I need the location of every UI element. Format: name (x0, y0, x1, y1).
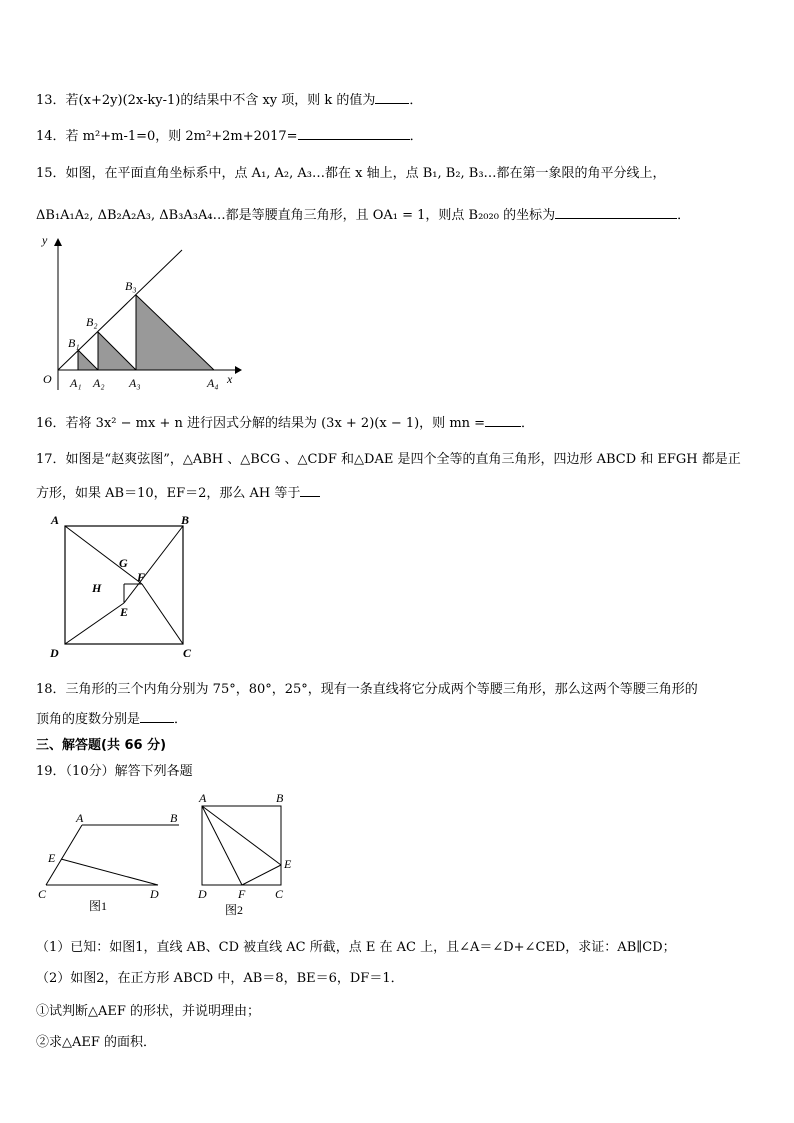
label-e: E (120, 605, 129, 619)
label-f: F (137, 570, 146, 584)
fig2-label-b: B (276, 791, 284, 805)
fig1-label-d: D (150, 887, 159, 901)
q17-number: 17． (36, 452, 66, 467)
line-ae (202, 806, 281, 865)
fig2-label-e: E (284, 857, 292, 871)
q15-text-line1: 如图，在平面直角坐标系中，点 A₁, A₂, A₃…都在 x 轴上，点 B₁, B₂, B₃…都在第一象限的角平分线上， (65, 166, 666, 181)
q18-answer-blank[interactable] (140, 709, 174, 723)
fig1-caption: 图1 (89, 899, 108, 913)
fig-y-label: y (42, 233, 48, 247)
fig-b3-label: B₃ (125, 279, 137, 293)
q13-number: 13． (36, 93, 66, 108)
triangle-3 (136, 295, 214, 370)
q19-number: 19． (36, 764, 66, 779)
fig1-label-c: C (38, 887, 47, 901)
x-axis-arrow-icon (235, 366, 242, 374)
fig-a1-label: A₁ (70, 376, 82, 390)
q15-answer-blank[interactable] (555, 205, 677, 219)
q19-sub-2: ②求△AEF 的面积． (36, 1035, 157, 1050)
line-fe (242, 865, 281, 885)
fig2-label-f: F (238, 887, 246, 901)
q17-zhao-shuang-figure (45, 510, 205, 665)
label-d: D (50, 646, 59, 660)
q16-answer-blank[interactable] (485, 413, 521, 427)
q15-end: ． (677, 208, 691, 223)
q15-number: 15． (36, 166, 66, 181)
q13-text: 若(x+2y)(2x-ky-1)的结果中不含 xy 项，则 k 的值为 (65, 93, 376, 108)
label-g: G (119, 556, 128, 570)
question-17-line2 (36, 482, 320, 501)
q14-answer-blank[interactable] (298, 126, 410, 140)
line-bh (124, 526, 183, 603)
label-h: H (92, 581, 102, 595)
line-ed (61, 859, 158, 885)
q18-end: ． (174, 712, 188, 727)
question-15-line1 (36, 162, 666, 181)
section-3-heading: 三、解答题(共 66 分) (36, 738, 167, 753)
question-18-line2 (36, 708, 187, 727)
q17-text-line2: 方形，如果 AB＝10，EF＝2，那么 AH 等于 (36, 486, 301, 501)
fig-o-label: O (43, 372, 52, 386)
triangle-2 (98, 332, 136, 370)
q14-end: ． (409, 129, 423, 144)
fig-b1-label: B₁ (68, 336, 80, 350)
q13-answer-blank[interactable] (375, 90, 409, 104)
label-a: A (51, 513, 60, 527)
q19-title: （10分）解答下列各题 (65, 764, 193, 779)
triangle-1 (78, 350, 98, 370)
q15-coordinate-figure (30, 230, 250, 395)
fig2-label-d: D (198, 887, 207, 901)
fig-x-label: x (227, 372, 233, 386)
question-19-title (36, 760, 193, 779)
fig1-label-e: E (48, 851, 56, 865)
q14-number: 14． (36, 129, 66, 144)
line-ag (65, 526, 142, 584)
question-17-line1 (36, 448, 741, 467)
q16-number: 16． (36, 416, 66, 431)
fig2-label-c: C (275, 887, 284, 901)
fig2-label-a: A (199, 791, 207, 805)
q19-part-1: （1）已知：如图1，直线 AB、CD 被直线 AC 所截，点 E 在 AC 上，且∠A＝∠D+∠CED，求证：AB∥CD； (36, 940, 676, 955)
q18-text-line2: 顶角的度数分别是 (36, 712, 141, 727)
q19-sub-1: ①试判断△AEF 的形状，并说明理由； (36, 1004, 261, 1019)
fig-b2-label: B₂ (86, 315, 98, 329)
q17-text-line1: 如图是“赵爽弦图”，△ABH 、△BCG 、△CDF 和△DAE 是四个全等的直角三角形，四边形 ABCD 和 EFGH 都是正 (65, 452, 741, 467)
q19-figure-2 (192, 790, 307, 920)
q17-answer-blank[interactable] (300, 483, 320, 497)
q18-number: 18． (36, 682, 66, 697)
question-14 (36, 125, 423, 144)
y-axis-arrow-icon (54, 238, 62, 246)
line-af (202, 806, 242, 885)
fig-a2-label: A₂ (93, 376, 105, 390)
question-13 (36, 89, 422, 108)
q16-end: ． (521, 416, 535, 431)
fig-a4-label: A₄ (207, 376, 219, 390)
q16-text: 若将 3x² − mx + n 进行因式分解的结果为 (3x + 2)(x − 1)，则 mn = (65, 416, 486, 431)
label-c: C (183, 646, 192, 660)
fig2-caption: 图2 (225, 903, 244, 917)
label-b: B (181, 513, 190, 527)
question-15-line2 (36, 204, 690, 223)
q13-end: ． (409, 93, 423, 108)
fig1-label-a: A (76, 811, 84, 825)
fig1-label-b: B (170, 811, 178, 825)
q15-text-line2: ΔB₁A₁A₂, ΔB₂A₂A₃, ΔB₃A₃A₄…都是等腰直角三角形，且 OA₁ = 1，则点 B₂₀₂₀ 的坐标为 (36, 208, 556, 223)
question-16 (36, 412, 534, 431)
square-abcd (202, 806, 281, 885)
line-cf (142, 584, 183, 644)
fig-a3-label: A₃ (129, 376, 141, 390)
q19-figure-1 (32, 810, 182, 915)
q14-text: 若 m²+m-1=0，则 2m²+2m+2017= (65, 129, 298, 144)
question-18-line1 (36, 678, 698, 697)
q18-text-line1: 三角形的三个内角分别为 75°，80°，25°，现有一条直线将它分成两个等腰三角形，那么这两个等腰三角形的 (65, 682, 698, 697)
line-de (65, 603, 124, 644)
q19-part-2: （2）如图2，在正方形 ABCD 中，AB＝8，BE＝6，DF＝1． (36, 971, 404, 986)
